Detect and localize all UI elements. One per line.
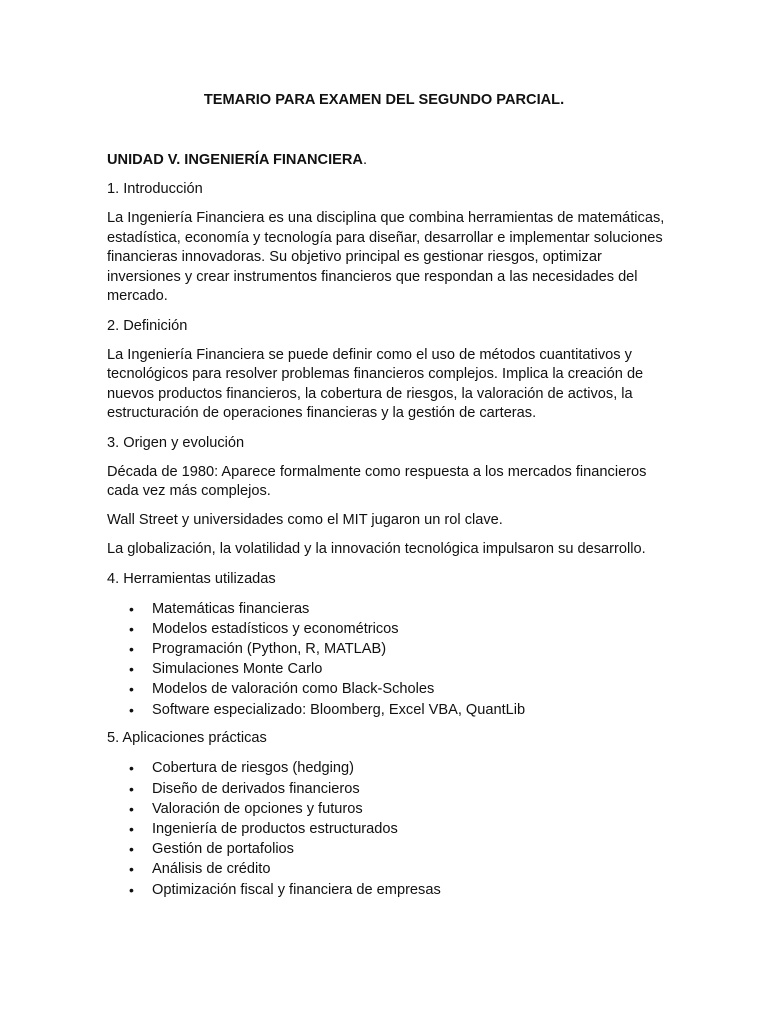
section-heading-origin: 3. Origen y evolución xyxy=(107,434,245,451)
list-item xyxy=(107,839,667,859)
list-item xyxy=(107,880,667,900)
list-item-text: Programación (Python, R, MATLAB) xyxy=(152,641,387,657)
applications-list xyxy=(107,758,667,899)
list-item-text: Análisis de crédito xyxy=(152,861,271,878)
bullet-icon: • xyxy=(129,780,134,797)
list-item xyxy=(107,700,667,720)
tools-list xyxy=(107,599,667,720)
bullet-icon: • xyxy=(129,641,134,657)
bullet-icon: • xyxy=(129,760,134,777)
bullet-icon: • xyxy=(129,841,134,858)
bullet-icon: • xyxy=(129,661,134,678)
introduction-paragraph: La Ingeniería Financiera es una disciplina que combina herramientas de matemáticas, estadística, economía y tecnología para diseñar, desarrollar e implementar soluciones financieras innovadoras. Su objetivo principal es gestionar riesgos, optimizar inversiones y crear instrumentos financieros que respondan a las necesidades del mercado. xyxy=(107,210,665,305)
unit-heading-suffix: . xyxy=(362,152,368,168)
bullet-icon: • xyxy=(129,800,134,817)
section-heading-applications: 5. Aplicaciones prácticas xyxy=(107,730,267,747)
list-item xyxy=(107,859,667,879)
list-item xyxy=(107,799,667,819)
list-item-text: Software especializado: Bloomberg, Excel VBA, QuantLib xyxy=(152,701,526,718)
list-item xyxy=(107,619,667,639)
section-heading-tools: 4. Herramientas utilizadas xyxy=(107,570,276,587)
bullet-icon: • xyxy=(129,881,134,898)
list-item-text: Simulaciones Monte Carlo xyxy=(152,661,323,678)
unit-heading xyxy=(107,151,367,169)
list-item xyxy=(107,819,667,839)
list-item-text: Matemáticas financieras xyxy=(152,600,310,617)
definition-paragraph: La Ingeniería Financiera se puede definir como el uso de métodos cuantitativos y tecnológicos para resolver problemas financieros complejos. Implica la creación de nuevos productos financieros, la cobertura de riesgos, la valoración de activos, la estructuración de operaciones financieras y la gestión de carteras. xyxy=(107,346,644,422)
origin-paragraph-1980: Década de 1980: Aparece formalmente como respuesta a los mercados financieros cada vez más complejos. xyxy=(107,463,647,500)
list-item-text: Ingeniería de productos estructurados xyxy=(152,821,398,838)
bullet-icon: • xyxy=(129,600,134,617)
list-item-text: Cobertura de riesgos (hedging) xyxy=(152,760,354,777)
origin-paragraph-globalization: La globalización, la volatilidad y la innovación tecnológica impulsaron su desarrollo. xyxy=(107,541,646,558)
document-title: TEMARIO PARA EXAMEN DEL SEGUNDO PARCIAL. xyxy=(203,92,565,108)
list-item xyxy=(107,599,667,619)
list-item xyxy=(107,779,667,799)
list-item-text: Valoración de opciones y futuros xyxy=(152,800,363,817)
document-body xyxy=(107,180,667,909)
bullet-icon: • xyxy=(129,861,134,878)
list-item-text: Modelos estadísticos y econométricos xyxy=(152,620,399,637)
list-item-text: Optimización fiscal y financiera de empresas xyxy=(152,881,441,898)
list-item-text: Gestión de portafolios xyxy=(152,841,294,858)
bullet-icon: • xyxy=(129,681,134,698)
origin-paragraph-wall-street: Wall Street y universidades como el MIT jugaron un rol clave. xyxy=(107,512,503,529)
list-item xyxy=(107,758,667,778)
bullet-icon: • xyxy=(129,821,134,838)
list-item xyxy=(107,679,667,699)
section-heading-definition: 2. Definición xyxy=(107,317,188,334)
list-item xyxy=(107,639,667,659)
unit-heading-text: UNIDAD V. INGENIERÍA FINANCIERA xyxy=(107,152,363,168)
list-item xyxy=(107,659,667,679)
list-item-text: Modelos de valoración como Black-Scholes xyxy=(152,681,435,698)
list-item-text: Diseño de derivados financieros xyxy=(152,780,360,797)
section-heading-introduction: 1. Introducción xyxy=(107,181,203,197)
bullet-icon: • xyxy=(129,701,134,718)
bullet-icon: • xyxy=(129,620,134,637)
